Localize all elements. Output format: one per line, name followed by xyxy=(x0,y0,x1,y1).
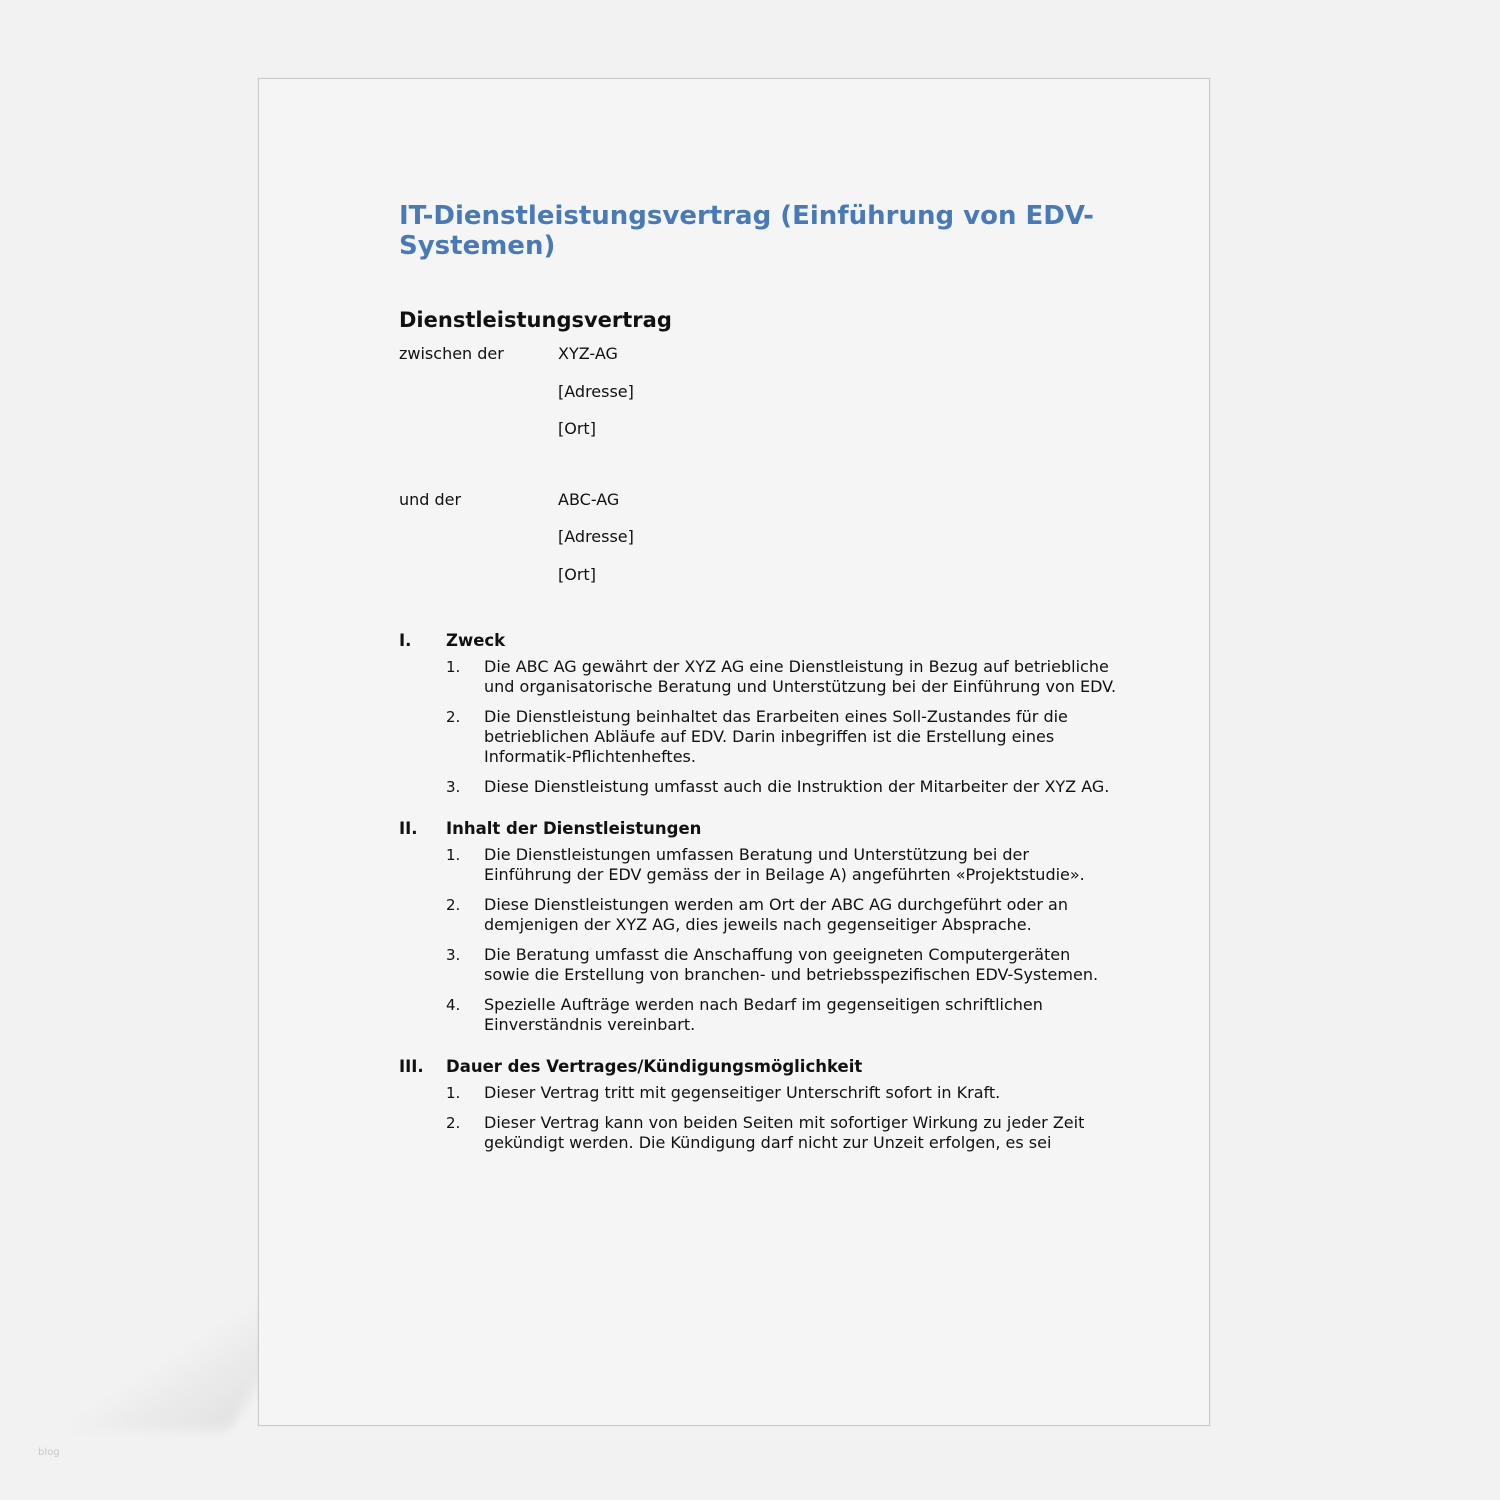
party1-row xyxy=(399,341,634,379)
section-number: I. xyxy=(399,631,412,650)
item-text: Die Dienstleistung beinhaltet das Erarbeiten eines Soll-Zustandes für die betrieblichen Abläufe auf EDV. Darin inbegriffen ist die Erstellung eines Informatik-Pflichtenheftes. xyxy=(484,707,1068,766)
contract-section xyxy=(399,1055,1119,1153)
item-text: Die ABC AG gewährt der XYZ AG eine Dienstleistung in Bezug auf betriebliche und organisatorische Beratung und Unterstützung bei der Einführung von EDV. xyxy=(484,657,1117,696)
item-number: 2. xyxy=(446,708,461,726)
item-text: Die Dienstleistungen umfassen Beratung und Unterstützung bei der Einführung der EDV gemäss der in Beilage A) angeführten «Projektstudie». xyxy=(484,845,1085,884)
party2-name: ABC-AG xyxy=(558,489,620,509)
item-number: 2. xyxy=(446,896,461,914)
party1-row xyxy=(399,379,634,417)
list-item xyxy=(399,1113,1119,1153)
document-title: IT-Dienstleistungsvertrag (Einführung von EDV-Systemen) xyxy=(399,201,1094,261)
item-number: 1. xyxy=(446,658,461,676)
watermark: blog xyxy=(38,1447,60,1458)
party2-address: [Adresse] xyxy=(558,527,634,546)
contract-parties xyxy=(399,341,634,599)
item-number: 1. xyxy=(446,1084,461,1102)
section-title: Dauer des Vertrages/Kündigungsmöglichkeit xyxy=(446,1057,863,1076)
section-title: Zweck xyxy=(446,631,506,650)
list-item xyxy=(399,995,1119,1035)
list-item xyxy=(399,945,1119,985)
item-number: 3. xyxy=(446,778,461,796)
contract-sections xyxy=(399,629,1119,1173)
party1-address: [Adresse] xyxy=(558,381,634,401)
item-number: 1. xyxy=(446,846,461,864)
document-page xyxy=(258,78,1210,1426)
party2-place: [Ort] xyxy=(558,564,596,584)
item-number: 3. xyxy=(446,946,461,964)
section-heading xyxy=(399,817,1119,841)
list-item xyxy=(399,895,1119,935)
list-item xyxy=(399,845,1119,885)
section-number: II. xyxy=(399,819,418,838)
item-text: Diese Dienstleistung umfasst auch die Instruktion der Mitarbeiter der XYZ AG. xyxy=(484,777,1110,796)
party1-place: [Ort] xyxy=(558,419,596,438)
item-text: Spezielle Aufträge werden nach Bedarf im gegenseitigen schriftlichen Einverständnis vereinbart. xyxy=(484,995,1043,1034)
item-text: Dieser Vertrag tritt mit gegenseitiger Unterschrift sofort in Kraft. xyxy=(484,1083,1001,1102)
section-heading xyxy=(399,629,1119,653)
item-text: Dieser Vertrag kann von beiden Seiten mit sofortiger Wirkung zu jeder Zeit gekündigt werden. Die Kündigung darf nicht zur Unzeit erfolgen, es sei xyxy=(484,1113,1085,1152)
item-number: 2. xyxy=(446,1114,461,1132)
contract-section xyxy=(399,629,1119,797)
list-item xyxy=(399,1083,1119,1103)
party1-label: zwischen der xyxy=(399,344,504,363)
section-number: III. xyxy=(399,1057,424,1076)
list-item xyxy=(399,777,1119,797)
contract-section xyxy=(399,817,1119,1035)
section-title: Inhalt der Dienstleistungen xyxy=(446,819,702,838)
party1-name: XYZ-AG xyxy=(558,344,618,363)
party1-row xyxy=(399,416,634,454)
list-item xyxy=(399,707,1119,767)
document-subtitle: Dienstleistungsvertrag xyxy=(399,308,672,332)
section-heading xyxy=(399,1055,1119,1079)
list-item xyxy=(399,657,1119,697)
party2-row xyxy=(399,487,634,525)
party2-row xyxy=(399,562,634,600)
item-text: Diese Dienstleistungen werden am Ort der ABC AG durchgeführt oder an demjenigen der XYZ AG, dies jeweils nach gegenseitiger Absprache. xyxy=(484,895,1068,934)
party2-row xyxy=(399,524,634,562)
party2-label: und der xyxy=(399,489,462,509)
item-text: Die Beratung umfasst die Anschaffung von geeigneten Computergeräten sowie die Erstellung von branchen- und betriebsspezifischen EDV-Systemen. xyxy=(484,945,1099,984)
item-number: 4. xyxy=(446,996,461,1014)
